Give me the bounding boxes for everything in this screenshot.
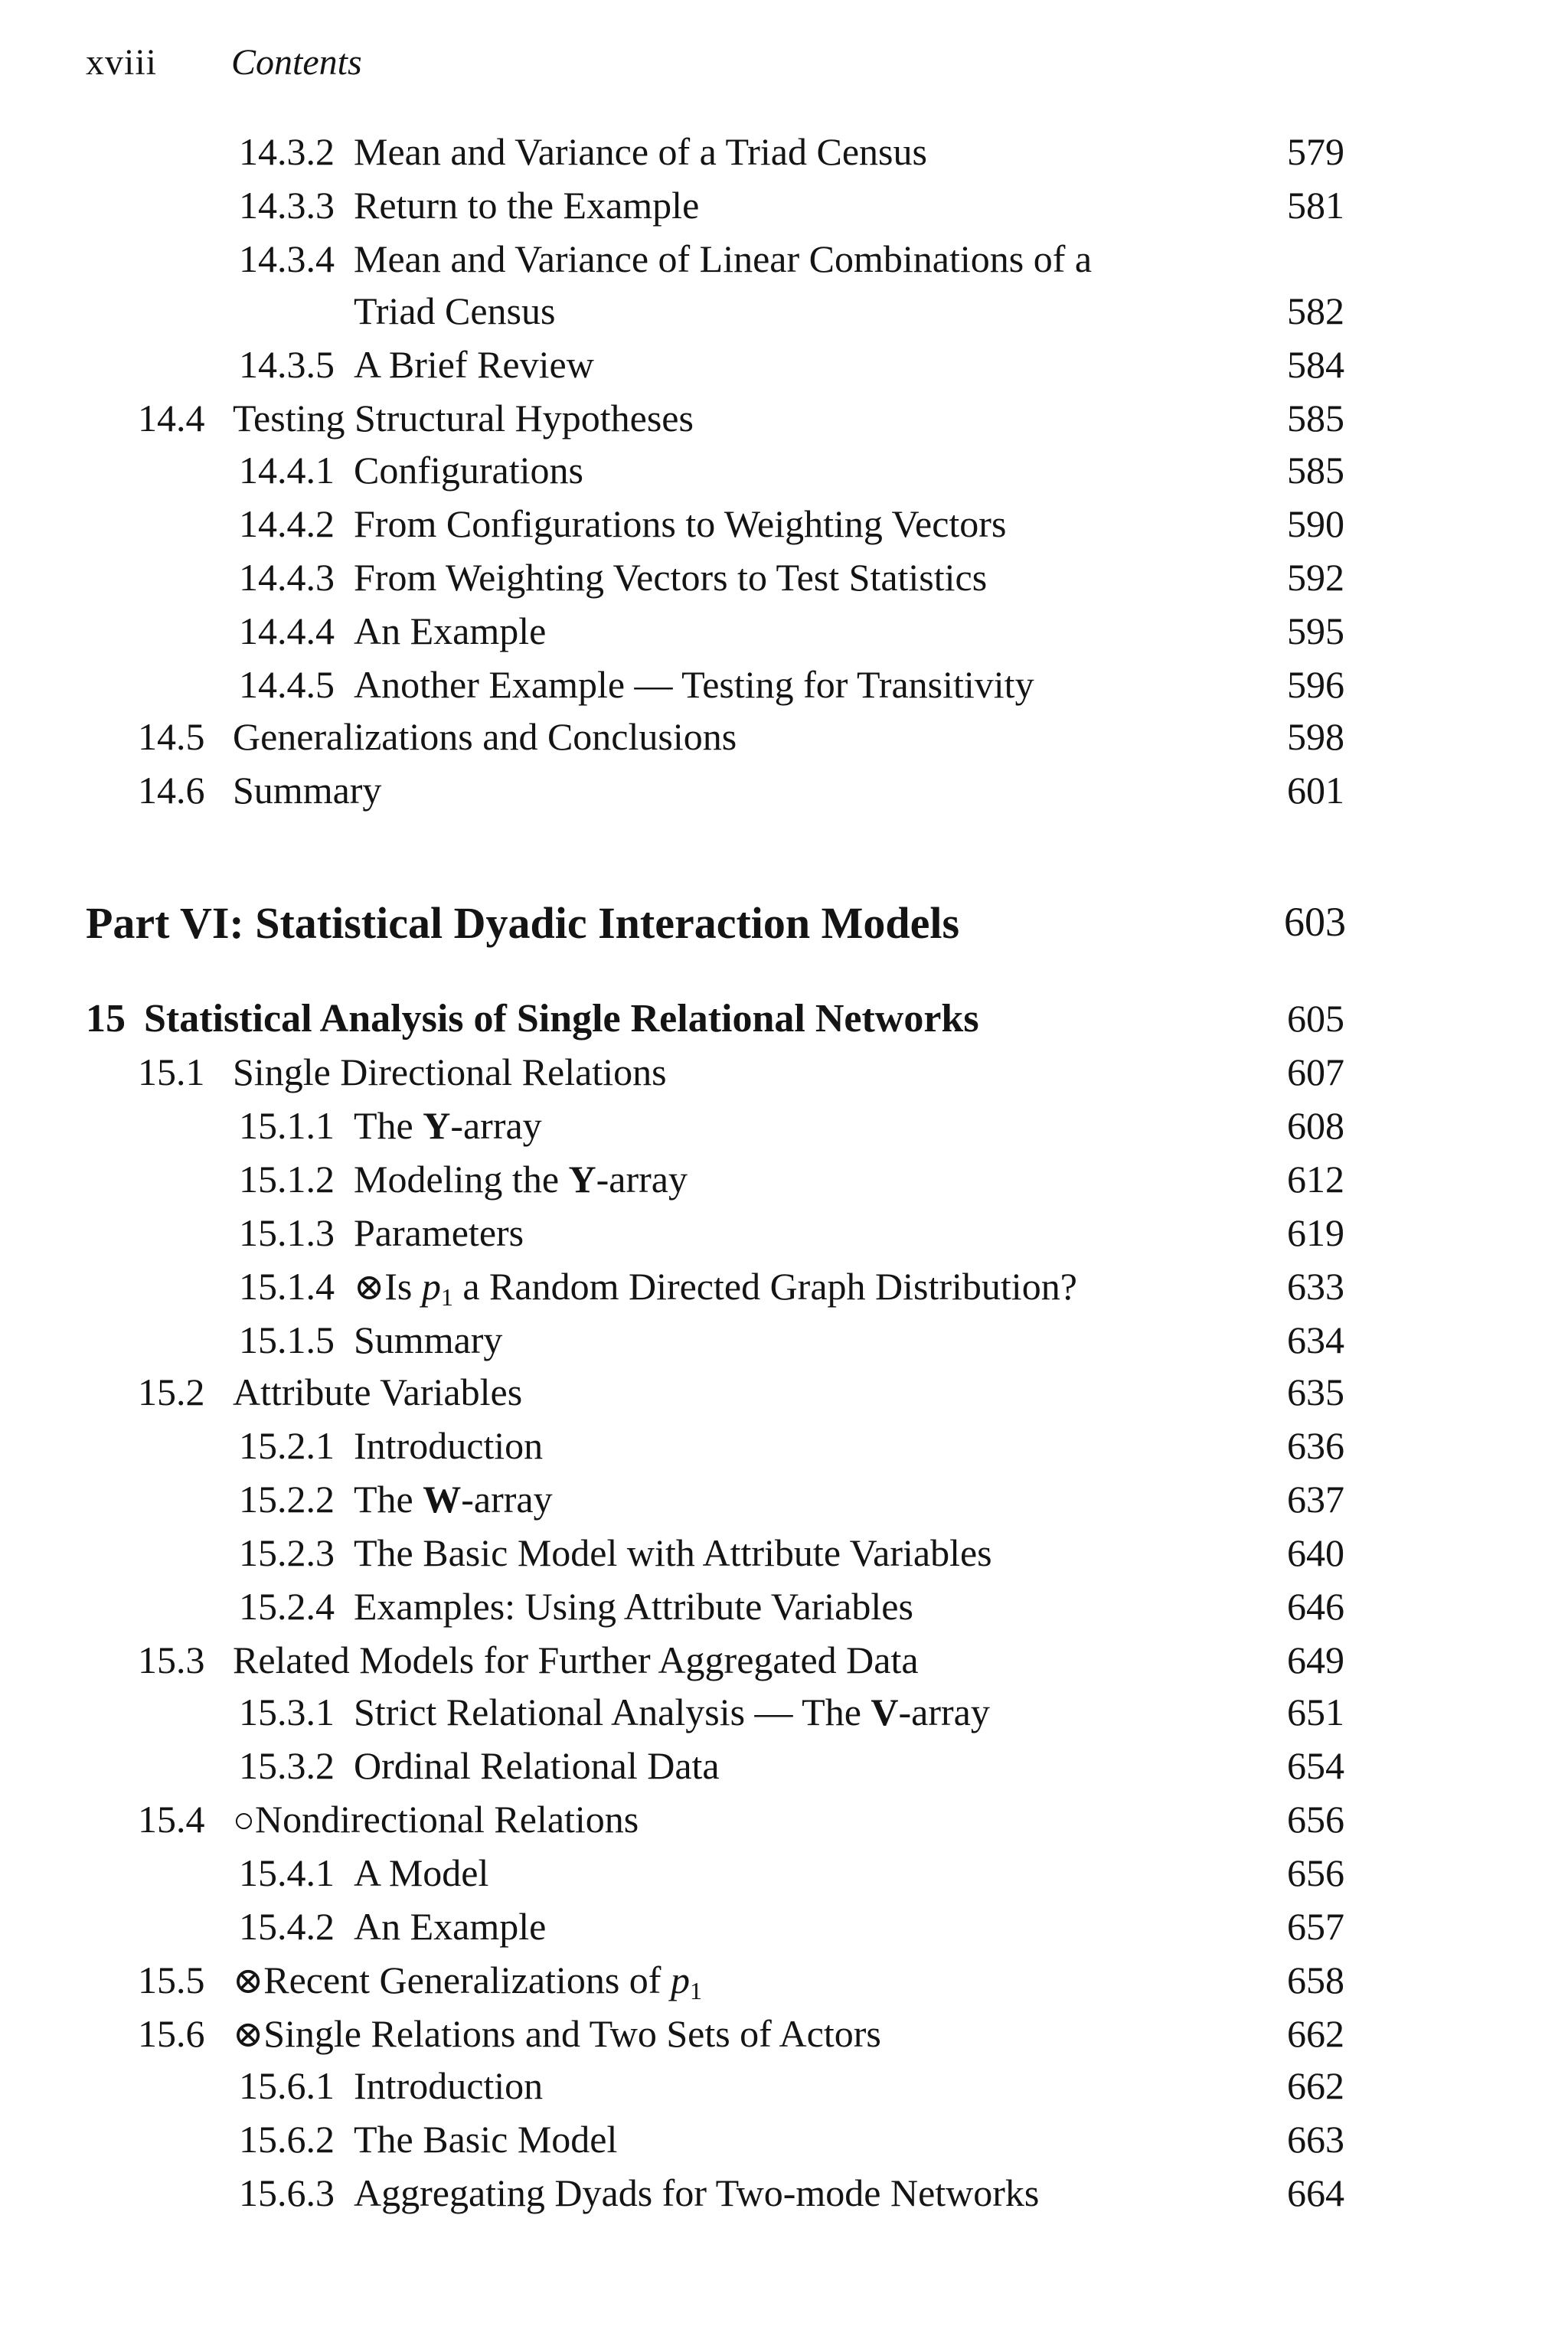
entry-title: Return to the Example: [354, 184, 700, 227]
toc-entry: [0, 1267, 1568, 1321]
toc-entry: [0, 132, 1568, 186]
chapter-number: 15: [86, 997, 126, 1041]
entry-title: Introduction: [354, 2064, 544, 2107]
toc-entry: [0, 609, 1568, 665]
entry-number: 15.6.1: [239, 2064, 335, 2107]
chapter-title: Statistical Analysis of Single Relational Networks: [144, 997, 979, 1041]
toc-entry: [0, 1211, 1568, 1267]
part-page: 603: [1284, 899, 1346, 945]
toc-section: [0, 1638, 1568, 1694]
entry-title: Triad Census: [354, 289, 556, 332]
entry-number: 15.1: [138, 1050, 205, 1093]
entry-title: [354, 1106, 542, 1145]
entry-page: 619: [1287, 1211, 1344, 1254]
entry-number: 15.2: [138, 1371, 205, 1413]
array-symbol: V: [871, 1691, 899, 1733]
entry-page: 646: [1287, 1585, 1344, 1628]
math-p: [670, 1959, 702, 2004]
entry-page: 579: [1287, 130, 1344, 173]
entry-page: 637: [1287, 1478, 1344, 1521]
title-part: -array: [461, 1478, 553, 1521]
entry-title: Attribute Variables: [233, 1371, 523, 1413]
toc-entry: [0, 665, 1568, 719]
toc-section: [0, 1050, 1568, 1106]
toc-entry: [0, 186, 1568, 240]
entry-number: 15.3.1: [239, 1691, 335, 1733]
entry-number: 15.3: [138, 1638, 205, 1681]
array-symbol: W: [423, 1478, 462, 1521]
toc-entry: [0, 345, 1568, 399]
array-symbol: Y: [568, 1158, 596, 1201]
entry-number: 15.2.1: [239, 1424, 335, 1467]
entry-page: 607: [1287, 1050, 1344, 1093]
entry-page: 592: [1287, 556, 1344, 599]
entry-title: Mean and Variance of Linear Combinations of a: [354, 237, 1093, 280]
title-part: The: [354, 1104, 423, 1147]
running-head-title: Contents: [231, 42, 362, 83]
math-p: [421, 1265, 453, 1311]
entry-page: 656: [1287, 1851, 1344, 1894]
toc-entry: [0, 558, 1568, 612]
toc-entry-continuation: [0, 289, 1568, 345]
title-part: -array: [898, 1691, 990, 1733]
array-symbol: Y: [423, 1104, 451, 1147]
entry-page: 663: [1287, 2118, 1344, 2161]
title-part: Single Relations and Two Sets of Actors: [263, 2012, 881, 2055]
entry-page: 590: [1287, 502, 1344, 545]
entry-page: 651: [1287, 1691, 1344, 1733]
entry-title: Examples: Using Attribute Variables: [354, 1585, 913, 1628]
entry-number: 15.6.3: [239, 2171, 335, 2214]
toc-section: [0, 717, 1568, 771]
entry-page: 635: [1287, 1371, 1344, 1413]
title-part: Nondirectional Relations: [255, 1798, 639, 1841]
toc-section: [0, 1800, 1568, 1854]
entry-page: 662: [1287, 2012, 1344, 2055]
entry-page: 585: [1287, 397, 1344, 439]
entry-page: 608: [1287, 1104, 1344, 1147]
entry-page: 664: [1287, 2171, 1344, 2214]
toc-section: [0, 399, 1568, 452]
toc-entry: [0, 2171, 1568, 2227]
title-part: Strict Relational Analysis — The: [354, 1691, 871, 1733]
toc-entry: [0, 1746, 1568, 1800]
entry-page: 601: [1287, 769, 1344, 812]
entry-page: 636: [1287, 1424, 1344, 1467]
toc-entry: [0, 1106, 1568, 1160]
toc-entry: [0, 1318, 1568, 1374]
toc-section: [0, 2014, 1568, 2068]
entry-number: 15.4.2: [239, 1905, 335, 1948]
title-part: Is: [384, 1265, 422, 1308]
page-folio: xviii: [86, 42, 158, 83]
entry-number: 14.3.3: [239, 184, 335, 227]
entry-number: 15.5: [138, 1959, 205, 2001]
advanced-topic-icon: ⊗: [354, 1267, 385, 1308]
entry-number: 14.5: [138, 715, 205, 758]
entry-number: 15.1.3: [239, 1211, 335, 1254]
entry-title: Testing Structural Hypotheses: [233, 397, 694, 439]
entry-title: [354, 1158, 688, 1201]
entry-number: 14.3.5: [239, 343, 335, 386]
entry-number: 14.3.4: [239, 237, 335, 280]
math-var: p: [421, 1265, 441, 1308]
entry-page: 598: [1287, 715, 1344, 758]
entry-title: [354, 1267, 1077, 1309]
entry-title: An Example: [354, 1905, 547, 1948]
entry-title: From Configurations to Weighting Vectors: [354, 502, 1007, 545]
entry-number: 14.4.4: [239, 609, 335, 652]
entry-title: An Example: [354, 609, 547, 652]
toc-entry: [0, 1426, 1568, 1480]
entry-title: [354, 1693, 990, 1731]
title-part: The: [354, 1478, 423, 1521]
title-part: -array: [450, 1104, 542, 1147]
entry-title: From Weighting Vectors to Test Statistics: [354, 556, 988, 599]
toc-entry: [0, 1693, 1568, 1746]
toc-entry: [0, 1587, 1568, 1641]
entry-title: Ordinal Relational Data: [354, 1744, 720, 1787]
entry-title: A Brief Review: [354, 343, 594, 386]
entry-number: 14.4.2: [239, 502, 335, 545]
entry-page: 581: [1287, 184, 1344, 227]
entry-title: Summary: [354, 1318, 503, 1361]
entry-page: 595: [1287, 609, 1344, 652]
toc-chapter: [0, 999, 1568, 1053]
entry-title: Single Directional Relations: [233, 1050, 667, 1093]
entry-page: 582: [1287, 289, 1344, 332]
entry-page: 612: [1287, 1158, 1344, 1201]
entry-title: Another Example — Testing for Transitivity: [354, 663, 1034, 706]
toc-entry: [0, 2066, 1568, 2120]
entry-number: 14.4.5: [239, 663, 335, 706]
entry-page: 649: [1287, 1638, 1344, 1681]
toc-section: [0, 771, 1568, 825]
title-part: -array: [596, 1158, 688, 1201]
entry-title: The Basic Model: [354, 2118, 618, 2161]
chapter-page: 605: [1287, 997, 1344, 1040]
entry-page: 662: [1287, 2064, 1344, 2107]
entry-page: 657: [1287, 1905, 1344, 1948]
entry-title: The Basic Model with Attribute Variables: [354, 1531, 992, 1574]
toc-entry: [0, 451, 1568, 505]
toc-entry: [0, 2120, 1568, 2174]
advanced-topic-icon: ⊗: [233, 1961, 264, 2001]
entry-number: 15.4: [138, 1798, 205, 1841]
toc-entry: [0, 502, 1568, 558]
entry-title: Introduction: [354, 1424, 544, 1467]
entry-page: 585: [1287, 449, 1344, 492]
advanced-topic-icon: ⊗: [233, 2014, 264, 2055]
entry-number: 15.2.2: [239, 1478, 335, 1521]
entry-title: [233, 1800, 639, 1839]
entry-number: 15.1.4: [239, 1265, 335, 1308]
entry-page: 633: [1287, 1265, 1344, 1308]
entry-page: 640: [1287, 1531, 1344, 1574]
entry-number: 15.1.5: [239, 1318, 335, 1361]
entry-title: [354, 1478, 553, 1521]
optional-topic-icon: ○: [233, 1800, 255, 1841]
entry-number: 15.2.3: [239, 1531, 335, 1574]
entry-page: 654: [1287, 1744, 1344, 1787]
entry-page: 584: [1287, 343, 1344, 386]
entry-number: 14.4: [138, 397, 205, 439]
toc-entry: [0, 1531, 1568, 1587]
title-part: a Random Directed Graph Distribution?: [452, 1265, 1077, 1308]
entry-page: 634: [1287, 1318, 1344, 1361]
entry-page: 656: [1287, 1798, 1344, 1841]
title-part: Recent Generalizations of: [263, 1959, 671, 2001]
entry-number: 15.4.1: [239, 1851, 335, 1894]
entry-page: 658: [1287, 1959, 1344, 2001]
entry-title: A Model: [354, 1851, 489, 1894]
entry-number: 15.6: [138, 2012, 205, 2055]
entry-title: Configurations: [354, 449, 583, 492]
part-title: Part VI: Statistical Dyadic Interaction Models: [86, 898, 960, 948]
toc-entry: [0, 1907, 1568, 1961]
math-var: p: [670, 1959, 690, 2001]
running-head: [86, 42, 362, 83]
entry-title: Generalizations and Conclusions: [233, 715, 737, 758]
entry-page: 596: [1287, 663, 1344, 706]
entry-number: 15.6.2: [239, 2118, 335, 2161]
toc-entry: [0, 1851, 1568, 1907]
entry-title: [233, 2014, 881, 2053]
toc-part-heading: [0, 898, 1568, 955]
math-subscript: 1: [689, 1977, 702, 2004]
toc-entry: [0, 1160, 1568, 1214]
entry-title: [233, 1961, 702, 2003]
title-part: Modeling the: [354, 1158, 569, 1201]
entry-number: 15.2.4: [239, 1585, 335, 1628]
entry-number: 14.3.2: [239, 130, 335, 173]
toc-entry: [0, 237, 1568, 293]
entry-number: 14.4.3: [239, 556, 335, 599]
entry-number: 15.3.2: [239, 1744, 335, 1787]
toc-section: [0, 1961, 1568, 2014]
entry-number: 15.1.1: [239, 1104, 335, 1147]
entry-number: 14.6: [138, 769, 205, 812]
math-subscript: 1: [440, 1283, 453, 1311]
entry-number: 15.1.2: [239, 1158, 335, 1201]
toc-section: [0, 1373, 1568, 1426]
entry-number: 14.4.1: [239, 449, 335, 492]
toc-entry: [0, 1480, 1568, 1534]
entry-title: Aggregating Dyads for Two-mode Networks: [354, 2171, 1040, 2214]
entry-title: Parameters: [354, 1211, 524, 1254]
entry-title: Mean and Variance of a Triad Census: [354, 130, 927, 173]
entry-title: Related Models for Further Aggregated Data: [233, 1638, 919, 1681]
entry-title: Summary: [233, 769, 382, 812]
